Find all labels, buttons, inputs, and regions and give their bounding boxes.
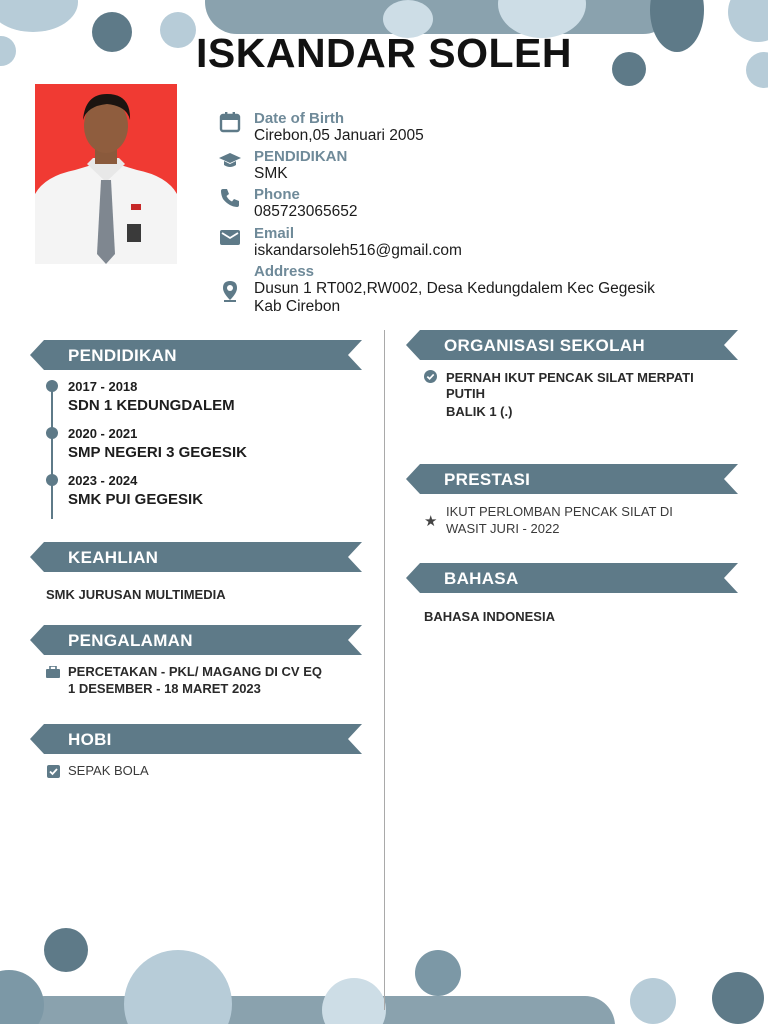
email-row: [218, 225, 462, 260]
organisasi-line-2: PUTIH: [446, 386, 485, 401]
section-banner-pendidikan: [30, 340, 362, 370]
section-title-hobi: HOBI: [68, 730, 112, 749]
graduation-cap-icon: [218, 148, 242, 172]
section-title-prestasi: PRESTASI: [444, 470, 531, 489]
star-icon: ★: [424, 513, 438, 530]
prestasi-line-2: WASIT JURI - 2022: [446, 521, 560, 536]
address-line-2: Kab Cirebon: [254, 298, 341, 315]
briefcase-icon: [46, 665, 60, 683]
calendar-icon: [218, 110, 242, 134]
prestasi-line-1: IKUT PERLOMBAN PENCAK SILAT DI: [446, 504, 673, 519]
phone-label: Phone: [254, 186, 300, 203]
timeline-dot: [46, 380, 58, 392]
section-title-bahasa: BAHASA: [444, 569, 519, 588]
decor-circle: [0, 0, 78, 32]
edu-1-years: 2017 - 2018: [68, 379, 138, 394]
address-label: Address: [254, 263, 315, 280]
section-title-keahlian: KEAHLIAN: [68, 548, 159, 567]
section-banner-hobi: [30, 724, 362, 754]
decor-circle: [712, 972, 764, 1024]
decor-circle: [415, 950, 461, 996]
dob-label: Date of Birth: [254, 110, 344, 127]
decor-circle: [0, 970, 44, 1024]
section-banner-prestasi: [406, 464, 738, 494]
checkbox-icon: [47, 765, 60, 783]
education-timeline: [51, 384, 53, 519]
date-of-birth-row: [218, 110, 424, 145]
edu-value: SMK: [254, 165, 288, 182]
section-title-organisasi: ORGANISASI SEKOLAH: [444, 336, 645, 355]
keahlian-text: SMK JURUSAN MULTIMEDIA: [46, 587, 226, 602]
decor-circle: [44, 928, 88, 972]
decor-circle: [322, 978, 386, 1024]
section-title-pengalaman: PENGALAMAN: [68, 631, 193, 650]
timeline-dot: [46, 427, 58, 439]
phone-value: 085723065652: [254, 203, 358, 220]
resume-name: ISKANDAR SOLEH: [195, 30, 573, 76]
education-row: [218, 148, 347, 183]
decor-circle: [124, 950, 232, 1024]
address-line-1: Dusun 1 RT002,RW002, Desa Kedungdalem Kec Gegesik: [254, 280, 655, 297]
pengalaman-line-2: 1 DESEMBER - 18 MARET 2023: [68, 681, 261, 696]
pengalaman-line-1: PERCETAKAN - PKL/ MAGANG DI CV EQ: [68, 664, 322, 679]
profile-photo: [35, 84, 177, 264]
envelope-icon: [218, 225, 242, 249]
section-banner-bahasa: [406, 563, 738, 593]
phone-row: [218, 186, 357, 221]
hobi-text: SEPAK BOLA: [68, 763, 149, 778]
section-banner-organisasi: [406, 330, 738, 360]
organisasi-line-3: BALIK 1 (.): [446, 404, 513, 419]
bottom-decoration-bar: [15, 996, 615, 1024]
email-label: Email: [254, 225, 295, 242]
check-circle-icon: [424, 370, 437, 388]
edu-1-school: SDN 1 KEDUNGDALEM: [68, 397, 235, 414]
section-banner-pengalaman: [30, 625, 362, 655]
dob-value: Cirebon,05 Januari 2005: [254, 127, 424, 144]
edu-3-years: 2023 - 2024: [68, 473, 138, 488]
organisasi-line-1: PERNAH IKUT PENCAK SILAT MERPATI: [446, 370, 694, 385]
top-decoration-bar: [205, 0, 675, 34]
column-divider: [384, 330, 385, 1010]
edu-3-school: SMK PUI GEGESIK: [68, 491, 204, 508]
edu-label: PENDIDIKAN: [254, 148, 348, 165]
bahasa-text: BAHASA INDONESIA: [424, 609, 555, 624]
section-banner-keahlian: [30, 542, 362, 572]
edu-2-school: SMP NEGERI 3 GEGESIK: [68, 444, 247, 461]
timeline-dot: [46, 474, 58, 486]
phone-icon: [218, 186, 242, 210]
section-title-pendidikan: PENDIDIKAN: [68, 346, 177, 365]
decor-circle: [630, 978, 676, 1024]
location-pin-icon: [218, 279, 242, 303]
address-row: [218, 263, 655, 316]
email-value: iskandarsoleh516@gmail.com: [254, 242, 462, 259]
edu-2-years: 2020 - 2021: [68, 426, 138, 441]
